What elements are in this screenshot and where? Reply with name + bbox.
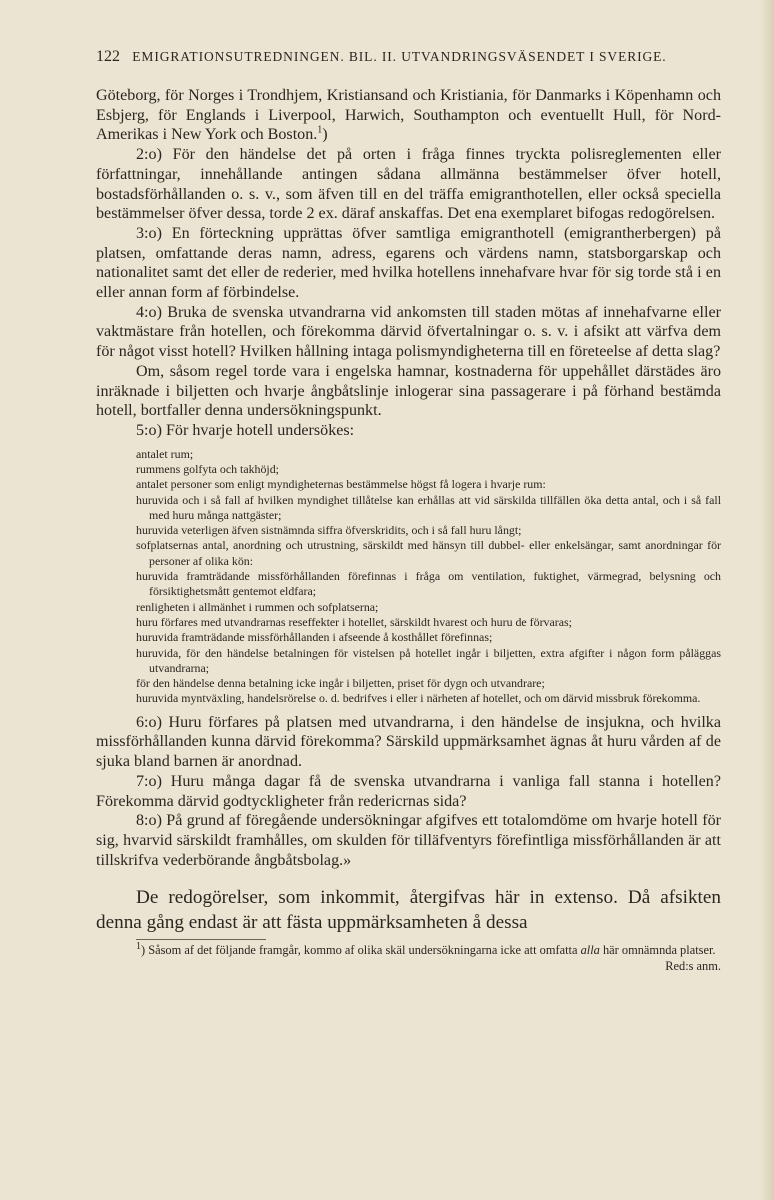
paragraph-item-2: 2:o) För den händelse det på orten i fråga finnes tryckta polisreglementen eller författningar, innehållande antingen sådana allmänna bestämmelser öfver hotell, bostadsförhållanden o. s. v., som äfven till en del träffa emigranthotellen, eller också speciella bestämmelser öfver dessa, torde 2 ex. däraf anskaffas. Det ena exemplaret bifogas redogörelsen. bbox=[96, 146, 721, 223]
footnote-text-after: här omnämnda platser. bbox=[602, 943, 716, 958]
paragraph-continued bbox=[96, 86, 721, 145]
footnote bbox=[96, 941, 721, 973]
paragraph-item-6: 6:o) Huru förfares på platsen med utvandrarna, i den händelse de insjukna, och hvilka missförhållanden kunna därvid förekomma? Särskild uppmärksamhet ägnas åt huru vården af de sjuka bland barnen är anordnad. bbox=[96, 713, 721, 771]
closing-paragraph: De redogörelser, som inkommit, återgifvas här in extenso. Då afsikten denna gång endast är att fästa uppmärksamheten å dessa bbox=[96, 887, 721, 933]
paragraph-item-7: 7:o) Huru många dagar få de svenska utvandrarna i vanliga fall stanna i hotellen? Förekomma därvid godtyckligheter från redericrnas sida? bbox=[96, 772, 721, 810]
body-text bbox=[96, 86, 721, 974]
footnote-marker: 1 bbox=[136, 941, 141, 953]
list-item: huruvida veterligen äfven sistnämnda siffra öfverskridits, och i så fall huru långt; bbox=[136, 523, 522, 538]
list-item: renligheten i allmänhet i rummen och sofplatserna; bbox=[136, 599, 379, 614]
list-item: för den händelse denna betalning icke ingår i biljetten, priset för dygn och utvandrare; bbox=[136, 676, 545, 691]
list-item: huruvida myntväxling, handelsrörelse o. d. bedrifves i eller i närheten af hotellet, och om därvid missbruk förekomma. bbox=[136, 691, 701, 706]
footnote-reference: 1 bbox=[317, 125, 323, 137]
footnote-text-before: ) Såsom af det följande framgår, kommo af olika skäl undersökningarna icke att omfatta bbox=[141, 943, 578, 958]
list-item: huruvida framträdande missförhållanden förefinnas i fråga om ventilation, fuktighet, värmegrad, belysning och försiktighetsmått gentemot eldfara; bbox=[136, 569, 721, 599]
footnote-body bbox=[96, 941, 721, 973]
paragraph-item-3: 3:o) En förteckning upprättas öfver samtliga emigranthotell (emigrantherbergen) på platsen, omfattande deras namn, adress, egarens och värdens namn, statsborgarskap och nationalitet samt det eller de rederier, med hvilka hotellens innehafvare hvar för sig torde stå i en eller annan form af förbindelse. bbox=[96, 224, 721, 302]
page-edge-shadow bbox=[760, 0, 774, 1200]
closing-section bbox=[96, 886, 721, 935]
running-header bbox=[96, 48, 752, 66]
list-item: sofplatsernas antal, anordning och utrustning, särskildt med hänsyn till dubbel- eller enkelsängar, samt anordningar för personer af olika kön: bbox=[136, 538, 721, 568]
investigation-list bbox=[136, 447, 721, 707]
paragraph-english-ports: Om, såsom regel torde vara i engelska hamnar, kostnaderna för uppehållet därstädes äro inräknade i biljetten och hvarje ångbåtslinje inlogerar sina passagerare i på förhand bestämda hotell, bortfaller denna undersökningspunkt. bbox=[96, 362, 721, 420]
paragraph-item-5: 5:o) För hvarje hotell undersökes: bbox=[136, 421, 355, 439]
editor-signature: Red:s anm. bbox=[665, 958, 721, 973]
footnote-emphasis: alla bbox=[580, 943, 600, 958]
list-item: rummens golfyta och takhöjd; bbox=[136, 461, 279, 476]
list-item: huruvida framträdande missförhållanden i afseende å kosthållet förefinnas; bbox=[136, 630, 493, 645]
list-item: huru förfares med utvandrarnas reseffekter i hotellet, särskildt hvarest och huru de förvaras; bbox=[136, 614, 572, 629]
paragraph-text: Göteborg, för Norges i Trondhjem, Kristiansand och Kristiania, för Danmarks i Köpenhamn och Esbjerg, för Englands i Liverpool, Harwich, Southampton och eventuellt Hull, för Nord-Amerikas i New York och Boston. bbox=[96, 87, 721, 144]
page-number: 122 bbox=[96, 48, 120, 65]
footnote-divider bbox=[136, 939, 266, 940]
list-item: antalet rum; bbox=[136, 446, 194, 461]
list-item: antalet personer som enligt myndigheternas bestämmelse högst få logera i hvarje rum: bbox=[136, 477, 546, 492]
running-title: EMIGRATIONSUTREDNINGEN. BIL. II. UTVANDRINGSVÄSENDET I SVERIGE. bbox=[132, 49, 667, 64]
footnote-reference-bracket: ) bbox=[322, 126, 328, 144]
list-item: huruvida, för den händelse betalningen för vistelsen på hotellet ingår i biljetten, extra afgifter i någon form påläggas utvandrarna; bbox=[136, 645, 721, 675]
list-item: huruvida och i så fall af hvilken myndighet tillåtelse kan erhållas att vid särskilda tillfällen öka detta antal, och i så fall med huru många nattgäster; bbox=[136, 492, 721, 522]
paragraph-item-8: 8:o) På grund af föregående undersökningar afgifves ett totalomdöme om hvarje hotell för sig, hvarvid särskildt framhålles, om skulden för tilläfventyrs förefintliga missförhållanden är att tillskrifva vederbörande ångbåtsbolag.» bbox=[96, 812, 721, 869]
paragraph-item-4: 4:o) Bruka de svenska utvandrarna vid ankomsten till staden mötas af innehafvarne eller vaktmästare från hotellen, och förekomma därvid öfvertalningar o. s. v. i afsikt att värfva dem för något visst hotell? Hvilken hållning intaga polismyndigheterna till en företeelse af detta slag? bbox=[96, 303, 721, 361]
